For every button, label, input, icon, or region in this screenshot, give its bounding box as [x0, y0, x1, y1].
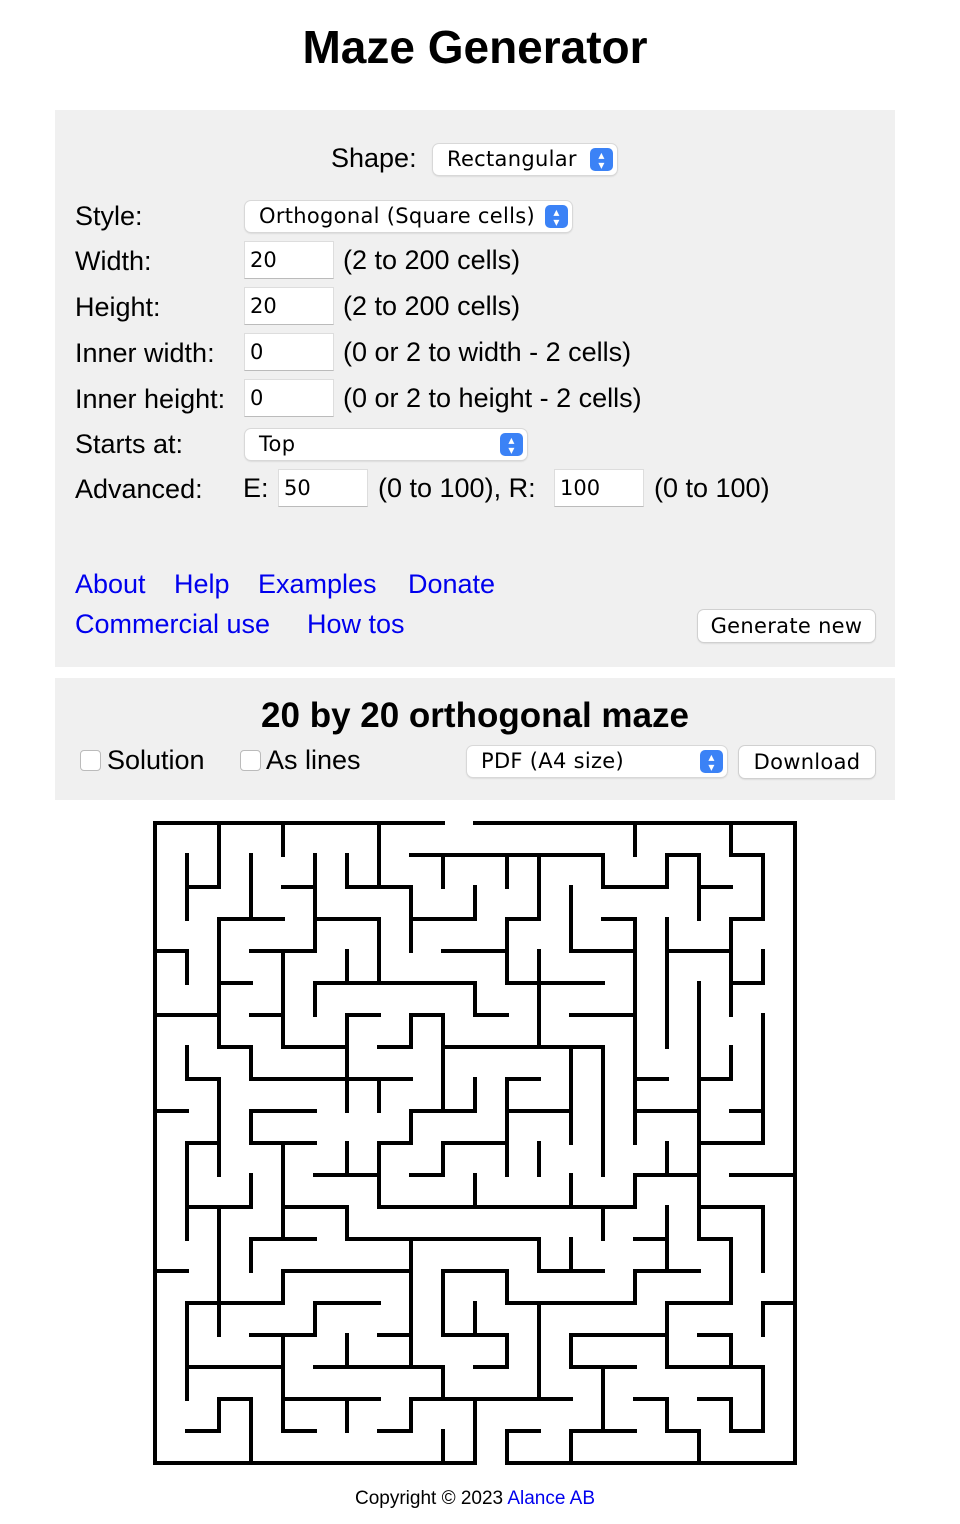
result-panel	[55, 678, 895, 800]
shape-value: Rectangular	[447, 147, 577, 171]
page-title: Maze Generator	[302, 21, 648, 73]
how-tos-link[interactable]: How tos	[307, 609, 405, 639]
settings-panel	[55, 110, 895, 667]
solution-checkbox[interactable]	[80, 750, 101, 771]
inner-width-label: Inner width:	[75, 338, 215, 368]
height-label: Height:	[75, 292, 161, 322]
maze-title: 20 by 20 orthogonal maze	[261, 696, 689, 735]
r-input[interactable]: 100	[554, 469, 644, 507]
width-input[interactable]: 20	[244, 241, 334, 279]
width-hint: (2 to 200 cells)	[343, 245, 521, 275]
style-select[interactable]	[245, 201, 572, 232]
solution-label: Solution	[107, 745, 205, 775]
shape-label: Shape:	[331, 143, 417, 173]
inner-width-hint: (0 or 2 to width - 2 cells)	[343, 337, 632, 367]
starts-at-select[interactable]	[245, 429, 527, 460]
format-value: PDF (A4 size)	[481, 749, 624, 773]
download-button[interactable]: Download	[739, 746, 875, 778]
examples-link[interactable]: Examples	[258, 569, 377, 599]
shape-select[interactable]	[433, 144, 617, 175]
e-hint: (0 to 100), R:	[378, 473, 536, 503]
e-input[interactable]: 50	[278, 469, 368, 507]
as-lines-checkbox[interactable]	[240, 750, 261, 771]
inner-height-label: Inner height:	[75, 384, 226, 414]
select-arrows-icon: ▴ ▾	[500, 433, 523, 456]
r-hint: (0 to 100)	[654, 473, 770, 503]
height-hint: (2 to 200 cells)	[343, 291, 521, 321]
style-label: Style:	[75, 201, 143, 231]
advanced-label: Advanced:	[75, 474, 203, 504]
starts-at-value: Top	[259, 432, 296, 456]
inner-height-hint: (0 or 2 to height - 2 cells)	[343, 383, 642, 413]
inner-width-input[interactable]: 0	[244, 333, 334, 371]
select-arrows-icon: ▴ ▾	[545, 205, 568, 228]
as-lines-label: As lines	[266, 745, 361, 775]
style-value: Orthogonal (Square cells)	[259, 204, 535, 228]
about-link[interactable]: About	[75, 569, 146, 599]
select-arrows-icon: ▴ ▾	[700, 750, 723, 773]
e-label: E:	[243, 473, 269, 503]
format-select[interactable]	[467, 746, 727, 777]
donate-link[interactable]: Donate	[408, 569, 496, 599]
maze-image	[151, 819, 799, 1467]
generate-new-button[interactable]: Generate new	[698, 610, 875, 642]
alance-ab-link[interactable]: Alance AB	[507, 1488, 596, 1509]
starts-at-label: Starts at:	[75, 429, 184, 459]
copyright-text: Copyright © 2023	[354, 1488, 508, 1509]
width-label: Width:	[75, 246, 152, 276]
inner-height-input[interactable]: 0	[244, 379, 334, 417]
height-input[interactable]: 20	[244, 287, 334, 325]
select-arrows-icon: ▴ ▾	[590, 148, 613, 171]
footer	[0, 1488, 950, 1510]
commercial-use-link[interactable]: Commercial use	[75, 609, 271, 639]
help-link[interactable]: Help	[174, 569, 230, 599]
